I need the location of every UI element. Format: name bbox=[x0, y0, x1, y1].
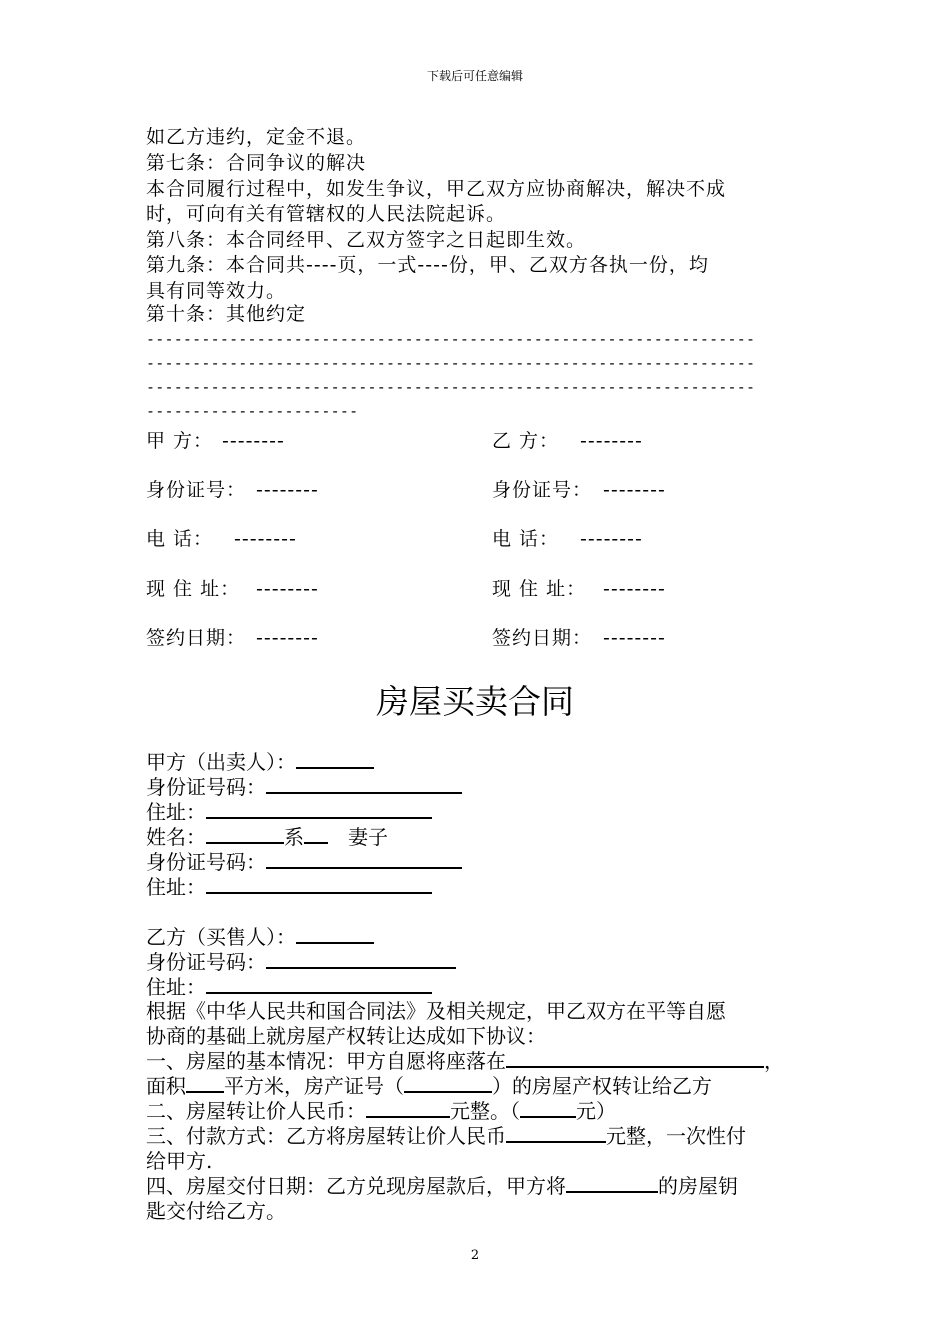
date-label-a: 签约日期： bbox=[146, 627, 247, 649]
dash-line: ------------------------------------------------------------------ bbox=[146, 330, 756, 348]
clause-4-text: 的房屋钥 bbox=[658, 1174, 738, 1198]
dash-line: ------------------------------------------------------------------ bbox=[146, 378, 756, 396]
id-number-label: 身份证号码： bbox=[146, 950, 266, 974]
blank-line bbox=[520, 1098, 576, 1118]
relation-value: 妻子 bbox=[348, 825, 388, 849]
clause-1-text: 一、房屋的基本情况：甲方自愿将座落在 bbox=[146, 1049, 506, 1073]
blank-line bbox=[404, 1073, 492, 1093]
clause-3-text: 元整，一次性付 bbox=[606, 1124, 746, 1148]
party-b-buyer-label: 乙方（买售人）： bbox=[146, 925, 296, 949]
blank-line bbox=[266, 849, 462, 869]
blank-line bbox=[366, 1098, 450, 1118]
dash-line: ------------------------------------------------------------------ bbox=[146, 354, 756, 372]
blank-line bbox=[506, 1048, 764, 1068]
blank-line bbox=[206, 974, 432, 994]
id-blank-b: -------- bbox=[603, 479, 666, 501]
article-9: 第九条：本合同共----页，一式----份，甲、乙双方各执一份，均 bbox=[146, 254, 709, 276]
date-blank-a: -------- bbox=[256, 627, 319, 649]
dash-line: ----------------------- bbox=[146, 402, 359, 420]
address-row-2 bbox=[146, 871, 432, 900]
blank-line bbox=[296, 924, 374, 944]
blank-line bbox=[266, 949, 456, 969]
contract-title: 房屋买卖合同 bbox=[376, 682, 574, 721]
article-8: 第八条：本合同经甲、乙双方签字之日起即生效。 bbox=[146, 229, 587, 251]
blank-line bbox=[186, 1073, 224, 1093]
party-a-label: 甲 方： bbox=[146, 430, 214, 452]
party-a-blank: -------- bbox=[222, 430, 285, 452]
blank-line bbox=[506, 1123, 606, 1143]
blank-line bbox=[206, 824, 284, 844]
address-blank-a: -------- bbox=[256, 578, 319, 600]
address-label-a: 现 住 址： bbox=[146, 578, 241, 600]
address-label-b: 现 住 址： bbox=[492, 578, 587, 600]
page-number: 2 bbox=[470, 1248, 480, 1263]
article-10-heading: 第十条：其他约定 bbox=[146, 303, 307, 325]
clause-2-text: 元） bbox=[576, 1099, 616, 1123]
clause-2-text: 元整。（ bbox=[450, 1099, 520, 1123]
phone-blank-b: -------- bbox=[580, 528, 643, 550]
article-7-heading: 第七条：合同争议的解决 bbox=[146, 152, 367, 174]
clause-3-text: 三、付款方式：乙方将房屋转让价人民币 bbox=[146, 1124, 506, 1148]
phone-label-a: 电 话： bbox=[146, 528, 214, 550]
name-label: 姓名： bbox=[146, 825, 206, 849]
phone-blank-a: -------- bbox=[234, 528, 297, 550]
clause-3-cont: 给甲方. bbox=[146, 1149, 213, 1173]
clause-1-comma: ， bbox=[764, 1049, 784, 1073]
blank-line bbox=[566, 1173, 658, 1193]
id-number-label: 身份证号码： bbox=[146, 775, 266, 799]
clause-2-text: 二、房屋转让价人民币： bbox=[146, 1099, 366, 1123]
clause-1-text: ）的房屋产权转让给乙方 bbox=[492, 1074, 712, 1098]
intro-line-2: 协商的基础上就房屋产权转让达成如下协议： bbox=[146, 1024, 546, 1048]
address-label: 住址： bbox=[146, 875, 206, 899]
blank-line bbox=[296, 749, 374, 769]
clause-4-cont: 匙交付给乙方。 bbox=[146, 1199, 286, 1223]
intro-line-1: 根据《中华人民共和国合同法》及相关规定，甲乙双方在平等自愿 bbox=[146, 999, 726, 1023]
party-b-label: 乙 方： bbox=[492, 430, 560, 452]
clause-1-text: 平方米，房产证号（ bbox=[224, 1074, 404, 1098]
blank-line bbox=[206, 799, 432, 819]
id-label-b: 身份证号： bbox=[492, 479, 593, 501]
page-header: 下载后可任意编辑 bbox=[426, 69, 523, 83]
phone-label-b: 电 话： bbox=[492, 528, 560, 550]
address-label: 住址： bbox=[146, 975, 206, 999]
text-line: 本合同履行过程中，如发生争议，甲乙双方应协商解决，解决不成 bbox=[146, 178, 727, 200]
address-label: 住址： bbox=[146, 800, 206, 824]
address-blank-b: -------- bbox=[603, 578, 666, 600]
id-number-label: 身份证号码： bbox=[146, 850, 266, 874]
relation-prefix: 系 bbox=[284, 825, 304, 849]
blank-line bbox=[304, 824, 328, 844]
date-label-b: 签约日期： bbox=[492, 627, 593, 649]
id-blank-a: -------- bbox=[256, 479, 319, 501]
text-line: 如乙方违约，定金不退。 bbox=[146, 126, 367, 148]
date-blank-b: -------- bbox=[603, 627, 666, 649]
party-a-seller-label: 甲方（出卖人）： bbox=[146, 750, 296, 774]
clause-3 bbox=[146, 1120, 746, 1149]
party-b-blank: -------- bbox=[580, 430, 643, 452]
blank-line bbox=[206, 874, 432, 894]
clause-4-text: 四、房屋交付日期：乙方兑现房屋款后，甲方将 bbox=[146, 1174, 566, 1198]
blank-line bbox=[266, 774, 462, 794]
area-label: 面积 bbox=[146, 1074, 186, 1098]
text-line: 具有同等效力。 bbox=[146, 280, 287, 302]
id-label-a: 身份证号： bbox=[146, 479, 247, 501]
text-line: 时，可向有关有管辖权的人民法院起诉。 bbox=[146, 203, 507, 225]
